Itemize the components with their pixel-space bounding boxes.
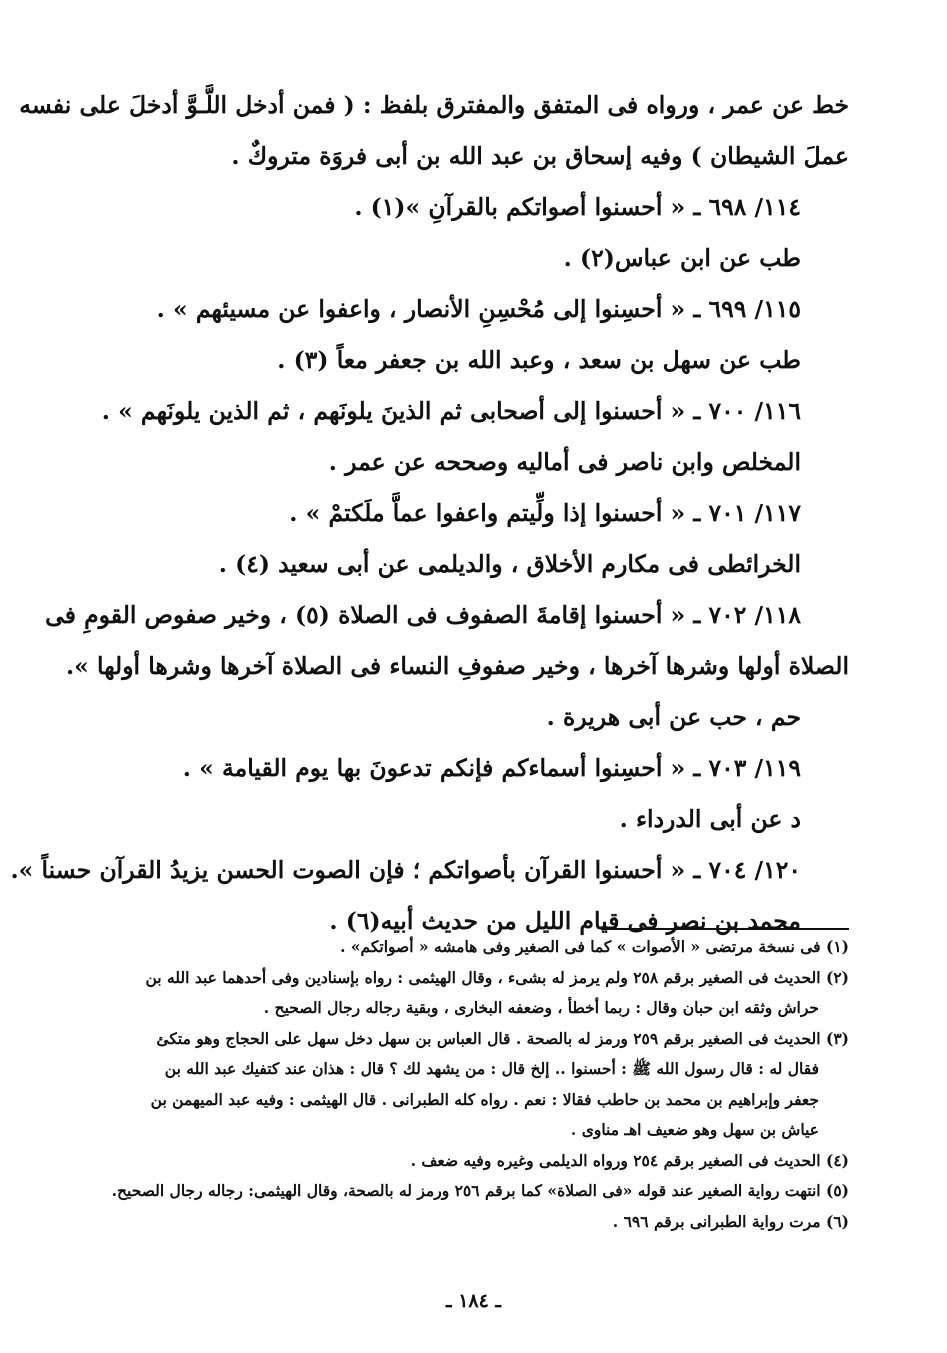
hadith-line: ١١٥/ ٦٩٩ ـ « أحسِنوا إلى مُحْسِنِ الأنصار ، واعفوا عن مسيئهم » . [156, 295, 801, 323]
page-number: ـ ١٨٤ ـ [446, 1290, 501, 1312]
footnote-line: (٣) الحديث فى الصغير برقم ٢٥٩ ورمز له بالصحة . قال العباس بن سهل دخل سهل على الحجاج وهو متكئ [156, 1028, 849, 1048]
footnote-line: (٥) انتهت رواية الصغير عند قوله «فى الصلاة» كما برقم ٢٥٦ ورمز له بالصحة، وقال الهيثمى: رجاله رجال الصحيح. [111, 1181, 849, 1200]
hadith-line: ١١٧/ ٧٠١ ـ « أحسنوا إذا ولِّيتم واعفوا عماَّ ملَكتمْ » . [289, 499, 801, 527]
footnotes [92, 932, 849, 1237]
source-line: المخلص وابن ناصر فى أماليه وصححه عن عمر . [328, 448, 801, 476]
footnote-line: عياش بن سهل وهو ضعيف اهـ مناوى . [570, 1120, 819, 1139]
footnote-divider [601, 928, 849, 930]
footnote-line: (٢) الحديث فى الصغير برقم ٢٥٨ ولم يرمز له بشىء ، وقال الهيثمى : رواه بإسنادين وفى أحدهما عبد الله بن [145, 967, 849, 987]
text-line: الصلاة أولها وشرها آخرها ، وخير صفوفِ النساء فى الصلاة آخرها وشرها أولها ». [66, 652, 849, 680]
footnote-line: فقال له : قال رسول الله ﷺ : أحسنوا .. إلخ قال : من يشهد لك ؟ قال : هذان عند كتفيك عبد الله بن [164, 1059, 819, 1078]
text-line: عملَ الشيطان ) وفيه إسحاق بن عبد الله بن أبى فروَة متروكٌ . [231, 142, 849, 170]
source-line: د عن أبى الدرداء . [619, 805, 801, 833]
source-line: محمد بن نصر فى قيام الليل من حديث أبيه(٦) . [329, 907, 801, 935]
footnote-line: جعفر وإبراهيم بن محمد بن حاطب فقالا : نعم . رواه كله الطبرانى . قال الهيثمى : وفيه عبد الميهمن بن [150, 1089, 819, 1109]
text-line: خط عن عمر ، ورواه فى المتفق والمفترق بلفظ : ( فمن أدخل اللَّـوَّ أدخلَ على نفسه [19, 91, 849, 119]
source-line: حم ، حب عن أبى هريرة . [546, 703, 801, 731]
main-text [10, 80, 849, 947]
hadith-line: ١١٤/ ٦٩٨ ـ « أحسنوا أصواتكم بالقرآنِ »(١) . [354, 193, 801, 221]
footnote-line: (٤) الحديث فى الصغير برقم ٢٥٤ ورواه الديلمى وغيره وفيه ضعف . [410, 1150, 849, 1170]
hadith-line: ١١٨/ ٧٠٢ ـ « أحسنوا إقامةَ الصفوف فى الصلاة (٥) ، وخير صفوص القومِ فى [45, 601, 801, 629]
footnote-line: (١) فى نسخة مرتضى « الأصوات » كما فى الصغير وفى هامشه « أصواتكم» . [340, 937, 849, 956]
footnote-line: حراش وثقه ابن حبان وقال : ربما أخطأ ، وضعفه البخارى ، وبقية رجاله رجال الصحيح . [263, 998, 819, 1017]
source-line: الخرائطى فى مكارم الأخلاق ، والديلمى عن أبى سعيد (٤) . [218, 550, 801, 578]
hadith-line: ١١٩/ ٧٠٣ ـ « أحسِنوا أسماءكم فإنكم تدعونَ بها يوم القيامة » . [182, 754, 801, 782]
source-line: طب عن سهل بن سعد ، وعبد الله بن جعفر معاً (٣) . [277, 346, 801, 374]
source-line: طب عن ابن عباس(٢) . [563, 244, 801, 272]
hadith-line: ١١٦/ ٧٠٠ ـ « أحسنوا إلى أصحابى ثم الذينَ يلونَهم ، ثم الذين يلونَهم » . [101, 397, 801, 425]
hadith-line: ١٢٠/ ٧٠٤ ـ « أحسنوا القرآن بأصواتكم ؛ فإن الصوت الحسن يزيدُ القرآن حسناً ». [10, 856, 801, 884]
footnote-line: (٦) مرت رواية الطبرانى برقم ٦٩٦ . [612, 1211, 849, 1231]
